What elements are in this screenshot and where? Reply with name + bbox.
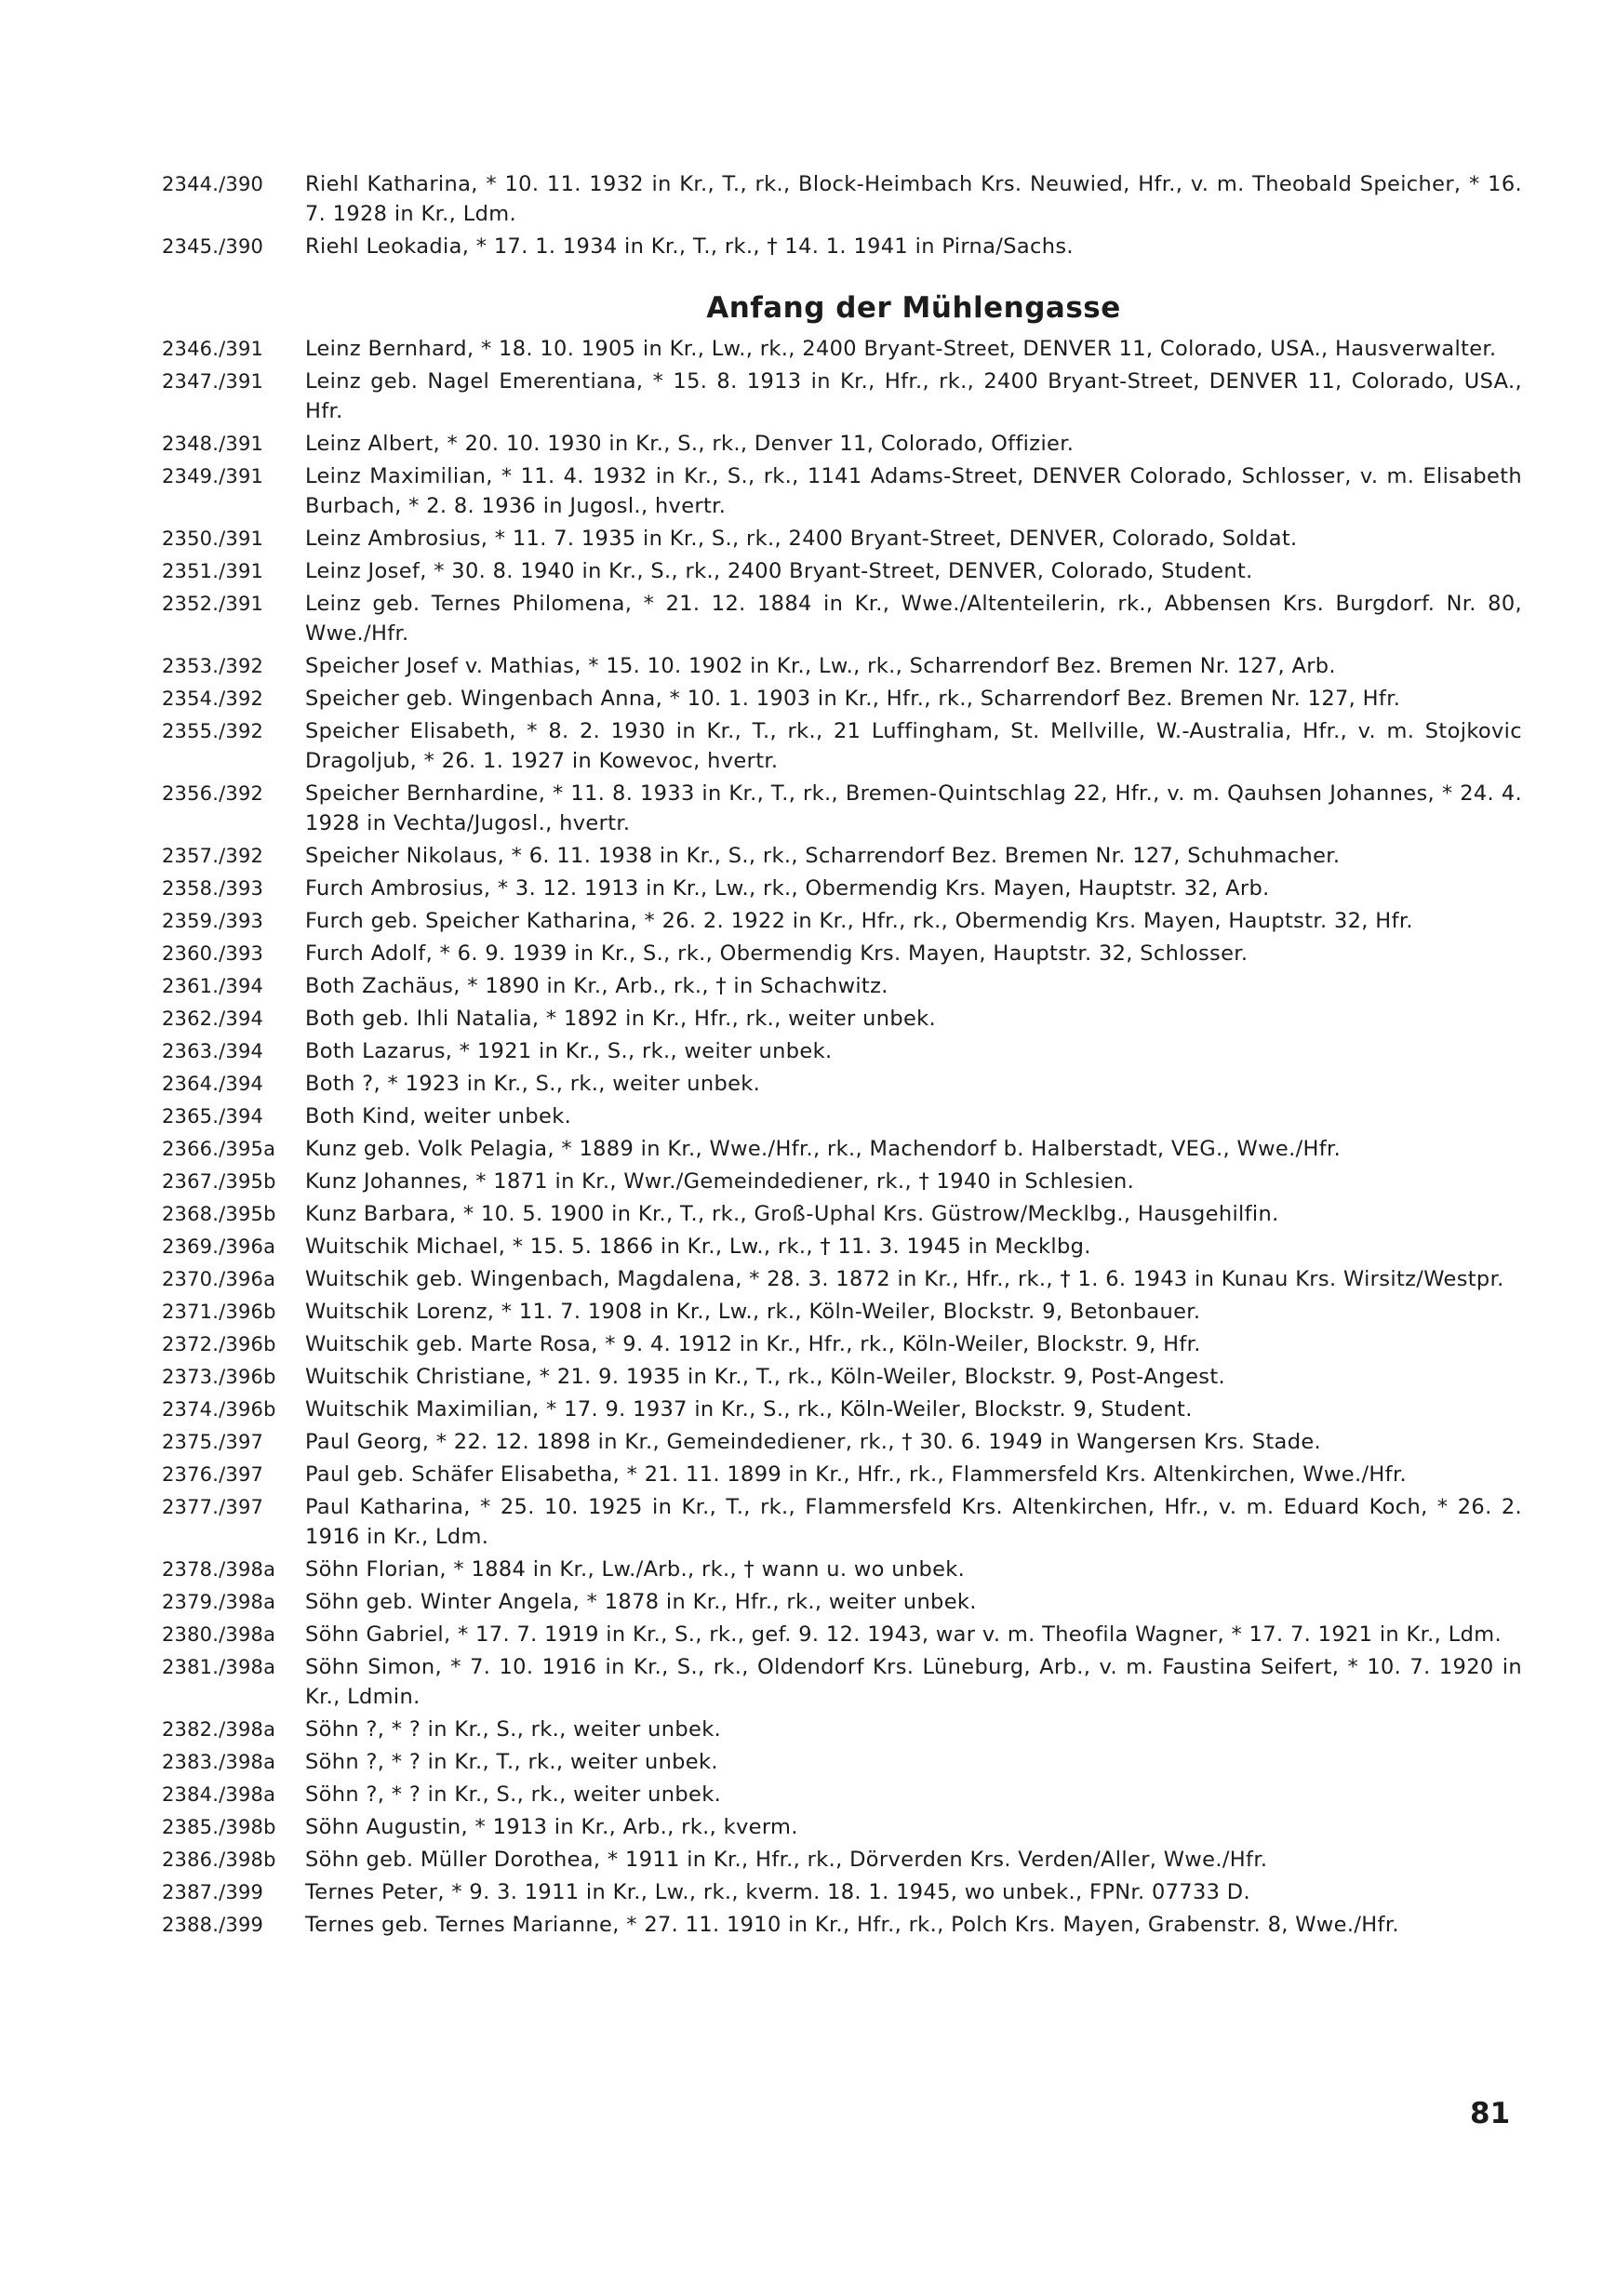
- entry-text: Söhn ?, * ? in Kr., T., rk., weiter unbek.: [305, 1750, 718, 1774]
- entry-number: 2387./399: [162, 1881, 264, 1903]
- entry-number: 2352./391: [162, 593, 264, 615]
- entry-text: Leinz Ambrosius, * 11. 7. 1935 in Kr., S., rk., 2400 Bryant-Street, DENVER, Colorado, Soldat.: [305, 527, 1298, 551]
- entry-number: 2345./390: [162, 235, 264, 258]
- entry-text: Kunz Barbara, * 10. 5. 1900 in Kr., T., rk., Groß-Uphal Krs. Güstrow/Mecklbg., Hausgehilfin.: [305, 1202, 1279, 1226]
- register-entry: [162, 1297, 1522, 1327]
- entry-text: Söhn ?, * ? in Kr., S., rk., weiter unbek.: [305, 1717, 722, 1742]
- register-entry: [162, 651, 1522, 681]
- register-entry: [162, 461, 1522, 521]
- entry-text: Wuitschik Michael, * 15. 5. 1866 in Kr., Lw., rk., † 11. 3. 1945 in Mecklbg.: [305, 1235, 1091, 1259]
- entry-number: 2384./398a: [162, 1783, 276, 1806]
- page-number: 81: [1470, 2097, 1511, 2130]
- register-entry: [162, 1004, 1522, 1034]
- entry-number: 2381./398a: [162, 1656, 276, 1678]
- entry-text: Furch Adolf, * 6. 9. 1939 in Kr., S., rk., Obermendig Krs. Mayen, Hauptstr. 32, Schlosser.: [305, 941, 1249, 966]
- register-entry: [162, 556, 1522, 586]
- register-entry: [162, 1652, 1522, 1712]
- entry-number: 2370./396a: [162, 1268, 276, 1290]
- register-entry: [162, 1555, 1522, 1584]
- register-entry: [162, 1264, 1522, 1294]
- register-entry: [162, 939, 1522, 968]
- entry-text: Both geb. Ihli Natalia, * 1892 in Kr., Hfr., rk., weiter unbek.: [305, 1007, 937, 1031]
- entry-text: Riehl Leokadia, * 17. 1. 1934 in Kr., T., rk., † 14. 1. 1941 in Pirna/Sachs.: [305, 234, 1074, 259]
- entry-text: Kunz Johannes, * 1871 in Kr., Wwr./Gemeindediener, rk., † 1940 in Schlesien.: [305, 1169, 1135, 1194]
- register-entry: [162, 1199, 1522, 1229]
- entry-text: Söhn Simon, * 7. 10. 1916 in Kr., S., rk., Oldendorf Krs. Lüneburg, Arb., v. m. Faustina Seifert, * 10. 7. 1920 in Kr., Ldmin.: [305, 1655, 1522, 1709]
- register-entry: [162, 1134, 1522, 1164]
- entry-number: 2348./391: [162, 433, 264, 455]
- entry-list: [162, 334, 1522, 1940]
- register-entry: [162, 971, 1522, 1001]
- register-entry: [162, 841, 1522, 871]
- entry-number: 2383./398a: [162, 1751, 276, 1773]
- entry-number: 2379./398a: [162, 1591, 276, 1613]
- entry-number: 2369./396a: [162, 1235, 276, 1258]
- register-entry: [162, 1845, 1522, 1875]
- entry-text: Söhn geb. Müller Dorothea, * 1911 in Kr., Hfr., rk., Dörverden Krs. Verden/Aller, Wwe./Hfr.: [305, 1848, 1268, 1872]
- register-entry: [162, 169, 1522, 229]
- entry-text: Wuitschik geb. Marte Rosa, * 9. 4. 1912 in Kr., Hfr., rk., Köln-Weiler, Blockstr. 9, Hfr.: [305, 1332, 1201, 1356]
- entry-number: 2349./391: [162, 465, 264, 487]
- entry-text: Leinz Bernhard, * 18. 10. 1905 in Kr., Lw., rk., 2400 Bryant-Street, DENVER 11, Colorado, USA., Hausverwalter.: [305, 337, 1497, 361]
- entry-text: Söhn Gabriel, * 17. 7. 1919 in Kr., S., rk., gef. 9. 12. 1943, war v. m. Theofila Wagner, * 17. 7. 1921 in Kr., Ldm.: [305, 1622, 1502, 1647]
- register-entry: [162, 684, 1522, 714]
- register-entry: [162, 232, 1522, 261]
- register-entry: [162, 1232, 1522, 1261]
- entry-text: Leinz Maximilian, * 11. 4. 1932 in Kr., S., rk., 1141 Adams-Street, DENVER Colorado, Schlosser, v. m. Elisabeth Burbach, * 2. 8. 1936 in Jugosl., hvertr.: [305, 464, 1522, 518]
- register-entry: [162, 1101, 1522, 1131]
- entry-text: Söhn Florian, * 1884 in Kr., Lw./Arb., rk., † wann u. wo unbek.: [305, 1557, 966, 1582]
- register-entry: [162, 1812, 1522, 1842]
- entry-text: Kunz geb. Volk Pelagia, * 1889 in Kr., Wwe./Hfr., rk., Machendorf b. Halberstadt, VEG., Wwe./Hfr.: [305, 1137, 1342, 1161]
- entry-number: 2353./392: [162, 655, 264, 677]
- entry-number: 2373./396b: [162, 1366, 276, 1388]
- entry-number: 2386./398b: [162, 1849, 276, 1871]
- entry-number: 2385./398b: [162, 1816, 276, 1838]
- register-entry: [162, 1460, 1522, 1489]
- register-entry: [162, 874, 1522, 903]
- entry-number: 2376./397: [162, 1463, 264, 1486]
- entry-text: Söhn ?, * ? in Kr., S., rk., weiter unbek.: [305, 1782, 722, 1807]
- entry-number: 2351./391: [162, 560, 264, 582]
- register-entry: [162, 1877, 1522, 1907]
- register-entry: [162, 1329, 1522, 1359]
- entry-number: 2365./394: [162, 1105, 264, 1128]
- entry-number: 2347./391: [162, 370, 264, 393]
- entry-number: 2374./396b: [162, 1398, 276, 1421]
- entry-text: Both Kind, weiter unbek.: [305, 1104, 572, 1128]
- register-entry: [162, 1492, 1522, 1552]
- entry-text: Speicher Nikolaus, * 6. 11. 1938 in Kr., S., rk., Scharrendorf Bez. Bremen Nr. 127, Schuhmacher.: [305, 844, 1341, 868]
- entry-text: Speicher Josef v. Mathias, * 15. 10. 1902 in Kr., Lw., rk., Scharrendorf Bez. Bremen Nr. 127, Arb.: [305, 654, 1336, 678]
- register-entry: [162, 1427, 1522, 1457]
- register-entry: [162, 1780, 1522, 1809]
- register-entry: [162, 524, 1522, 554]
- register-entry: [162, 367, 1522, 426]
- entry-number: 2344./390: [162, 173, 264, 195]
- entry-number: 2378./398a: [162, 1558, 276, 1581]
- entry-text: Furch geb. Speicher Katharina, * 26. 2. 1922 in Kr., Hfr., rk., Obermendig Krs. Mayen, Hauptstr. 32, Hfr.: [305, 909, 1413, 933]
- entry-text: Furch Ambrosius, * 3. 12. 1913 in Kr., Lw., rk., Obermendig Krs. Mayen, Hauptstr. 32, Arb.: [305, 876, 1270, 901]
- register-entry: [162, 1395, 1522, 1424]
- entry-number: 2368./395b: [162, 1203, 276, 1225]
- entry-number: 2371./396b: [162, 1301, 276, 1323]
- register-entry: [162, 1069, 1522, 1099]
- register-entry: [162, 1036, 1522, 1066]
- entry-number: 2356./392: [162, 782, 264, 805]
- entry-text: Speicher Bernhardine, * 11. 8. 1933 in Kr., T., rk., Bremen-Quintschlag 22, Hfr., v. m. Qauhsen Johannes, * 24. 4. 1928 in Vechta/Jugosl., hvertr.: [305, 781, 1522, 835]
- register-entry: [162, 1587, 1522, 1617]
- register-entry: [162, 1167, 1522, 1196]
- entry-number: 2362./394: [162, 1008, 264, 1030]
- entry-number: 2388./399: [162, 1914, 264, 1936]
- entry-text: Speicher geb. Wingenbach Anna, * 10. 1. 1903 in Kr., Hfr., rk., Scharrendorf Bez. Bremen Nr. 127, Hfr.: [305, 687, 1401, 711]
- entry-text: Paul geb. Schäfer Elisabetha, * 21. 11. 1899 in Kr., Hfr., rk., Flammersfeld Krs. Altenkirchen, Wwe./Hfr.: [305, 1462, 1407, 1487]
- entry-number: 2377./397: [162, 1496, 264, 1518]
- entry-text: Ternes Peter, * 9. 3. 1911 in Kr., Lw., rk., kverm. 18. 1. 1945, wo unbek., FPNr. 07733 D.: [305, 1880, 1250, 1904]
- entry-number: 2354./392: [162, 687, 264, 710]
- entry-text: Both Lazarus, * 1921 in Kr., S., rk., weiter unbek.: [305, 1039, 833, 1063]
- register-entry: [162, 906, 1522, 936]
- section-heading: Anfang der Mühlengasse: [706, 291, 1121, 325]
- entry-text: Both ?, * 1923 in Kr., S., rk., weiter unbek.: [305, 1072, 761, 1096]
- register-block: [162, 169, 1522, 1942]
- entry-text: Leinz geb. Ternes Philomena, * 21. 12. 1884 in Kr., Wwe./Altenteilerin, rk., Abbensen Krs. Burgdorf. Nr. 80, Wwe./Hfr.: [305, 592, 1522, 646]
- entry-number: 2382./398a: [162, 1718, 276, 1741]
- entry-number: 2358./393: [162, 877, 264, 900]
- register-entry: [162, 429, 1522, 459]
- entry-number: 2364./394: [162, 1073, 264, 1095]
- register-entry: [162, 334, 1522, 364]
- entry-number: 2346./391: [162, 338, 264, 360]
- entry-number: 2366./395a: [162, 1138, 276, 1160]
- entry-number: 2350./391: [162, 527, 264, 550]
- entry-number: 2375./397: [162, 1431, 264, 1453]
- top-entry-list: [162, 169, 1522, 261]
- entry-number: 2359./393: [162, 910, 264, 932]
- entry-text: Paul Georg, * 22. 12. 1898 in Kr., Gemeindediener, rk., † 30. 6. 1949 in Wangersen Krs. Stade.: [305, 1430, 1322, 1454]
- register-entry: [162, 716, 1522, 776]
- entry-text: Speicher Elisabeth, * 8. 2. 1930 in Kr., T., rk., 21 Luffingham, St. Mellville, W.-Australia, Hfr., v. m. Stojkovic Dragoljub, * 26. 1. 1927 in Kowevoc, hvertr.: [305, 719, 1522, 773]
- entry-number: 2363./394: [162, 1040, 264, 1062]
- entry-number: 2367./395b: [162, 1170, 276, 1193]
- entry-text: Söhn Augustin, * 1913 in Kr., Arb., rk., kverm.: [305, 1815, 798, 1839]
- entry-text: Söhn geb. Winter Angela, * 1878 in Kr., Hfr., rk., weiter unbek.: [305, 1590, 977, 1614]
- entry-text: Wuitschik Maximilian, * 17. 9. 1937 in Kr., S., rk., Köln-Weiler, Blockstr. 9, Student.: [305, 1397, 1193, 1422]
- entry-text: Paul Katharina, * 25. 10. 1925 in Kr., T., rk., Flammersfeld Krs. Altenkirchen, Hfr., v. m. Eduard Koch, * 26. 2. 1916 in Kr., Ldm.: [305, 1495, 1522, 1549]
- register-entry: [162, 1362, 1522, 1392]
- entry-text: Both Zachäus, * 1890 in Kr., Arb., rk., † in Schachwitz.: [305, 974, 888, 998]
- register-entry: [162, 1747, 1522, 1777]
- entry-number: 2355./392: [162, 720, 264, 742]
- register-entry: [162, 589, 1522, 648]
- entry-text: Ternes geb. Ternes Marianne, * 27. 11. 1910 in Kr., Hfr., rk., Polch Krs. Mayen, Grabenstr. 8, Wwe./Hfr.: [305, 1913, 1399, 1937]
- entry-number: 2357./392: [162, 845, 264, 867]
- entry-number: 2372./396b: [162, 1333, 276, 1355]
- register-entry: [162, 1620, 1522, 1649]
- entry-number: 2361./394: [162, 975, 264, 997]
- register-entry: [162, 779, 1522, 838]
- register-entry: [162, 1715, 1522, 1744]
- entry-text: Wuitschik geb. Wingenbach, Magdalena, * 28. 3. 1872 in Kr., Hfr., rk., † 1. 6. 1943 in Kunau Krs. Wirsitz/Westpr.: [305, 1267, 1504, 1291]
- entry-number: 2360./393: [162, 942, 264, 965]
- entry-text: Leinz Albert, * 20. 10. 1930 in Kr., S., rk., Denver 11, Colorado, Offizier.: [305, 432, 1075, 456]
- register-entry: [162, 1910, 1522, 1940]
- entry-text: Leinz geb. Nagel Emerentiana, * 15. 8. 1913 in Kr., Hfr., rk., 2400 Bryant-Street, DENVER 11, Colorado, USA., Hfr.: [305, 369, 1522, 423]
- entry-text: Riehl Katharina, * 10. 11. 1932 in Kr., T., rk., Block-Heimbach Krs. Neuwied, Hfr., v. m. Theobald Speicher, * 16. 7. 1928 in Kr., Ldm.: [305, 172, 1522, 226]
- entry-text: Wuitschik Christiane, * 21. 9. 1935 in Kr., T., rk., Köln-Weiler, Blockstr. 9, Post-Angest.: [305, 1365, 1226, 1389]
- entry-text: Wuitschik Lorenz, * 11. 7. 1908 in Kr., Lw., rk., Köln-Weiler, Blockstr. 9, Betonbauer.: [305, 1300, 1201, 1324]
- entry-number: 2380./398a: [162, 1623, 276, 1646]
- entry-text: Leinz Josef, * 30. 8. 1940 in Kr., S., rk., 2400 Bryant-Street, DENVER, Colorado, Student.: [305, 559, 1253, 583]
